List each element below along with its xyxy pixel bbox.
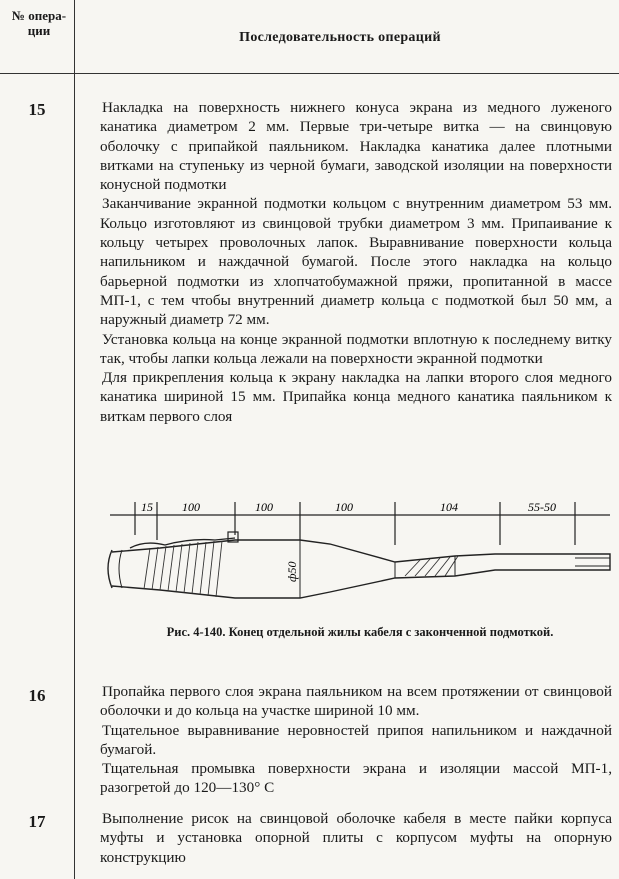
op15-paragraph-3: Установка кольца на конце экранной подмотки вплотную к последнему витку так, чтобы лапки кольца лежали на поверхности экранной подмотки <box>100 330 612 367</box>
dim-label-100-b: 100 <box>255 500 273 514</box>
dim-label-55-50: 55-50 <box>528 500 556 514</box>
cable-end-drawing <box>0 490 619 630</box>
op15-paragraph-2: Заканчивание экранной подмотки кольцом с внутренним диаметром 53 мм. Кольцо изготовляют из свинцовой трубки диаметром 3 мм. Припаивание к кольцу четырех проволочных лапок. Выравнивание поверхности кольца напильником и наждачной бумагой. После этого накладка на кольцо барьерной подмотки из хлопчатобумажной пряжи, пропитанной в массе МП-1, с тем чтобы внутренний диаметр кольца с подмоткой был 50 мм, а наружный диаметр 72 мм. <box>100 195 612 329</box>
op15-paragraph-4: Для прикрепления кольца к экрану накладка на лапки второго слоя медного канатика шириной 15 мм. Припайка конца медного канатика паяльником к виткам первого слоя <box>100 369 612 425</box>
dim-label-104: 104 <box>440 500 458 514</box>
page-title: Последовательность операций <box>239 30 441 45</box>
op16-paragraph-1: Пропайка первого слоя экрана паяльником на всем протяжении от свинцовой оболочки и до кольца на участке шириной 10 мм. <box>100 683 612 720</box>
header-divider <box>0 73 619 74</box>
op-number-16: 16 <box>28 686 46 705</box>
op16-paragraph-2: Тщательное выравнивание неровностей припоя напильником и наждачной бумагой. <box>100 721 612 758</box>
figure-caption: Рис. 4-140. Конец отдельной жилы кабеля с законченной подмоткой. <box>166 625 554 639</box>
op16-paragraph-3: Тщательная промывка поверхности экрана и изоляции массой МП-1, разогретой до 120—130° С <box>100 760 612 797</box>
dim-label-15: 15 <box>141 500 153 514</box>
op15-text <box>100 98 612 426</box>
op-number-15: 15 <box>28 100 46 119</box>
op17-paragraph-1: Выполнение рисок на свинцовой оболочке кабеля в месте пайки корпуса муфты и установка опорной плиты с корпусом муфты на опорную конструкцию <box>100 810 612 866</box>
op15-paragraph-1: Накладка на поверхность нижнего конуса экрана из медного луженого канатика диаметром 2 мм. Первые три-четыре витка — на свинцовую оболочку с припайкой паяльником. Накладка канатика далее плотными витками на ступеньку из черной бумаги, заводской изоляции на поверхности конусной подмотки <box>100 99 612 194</box>
op16-text <box>100 682 612 798</box>
op17-text <box>100 809 612 867</box>
column-divider <box>74 0 75 879</box>
dim-label-100-a: 100 <box>182 500 200 514</box>
diameter-label: ф50 <box>285 561 299 582</box>
op-number-17: 17 <box>28 812 46 831</box>
dim-label-100-c: 100 <box>335 500 353 514</box>
op-number-header: № опера-ции <box>11 8 67 38</box>
